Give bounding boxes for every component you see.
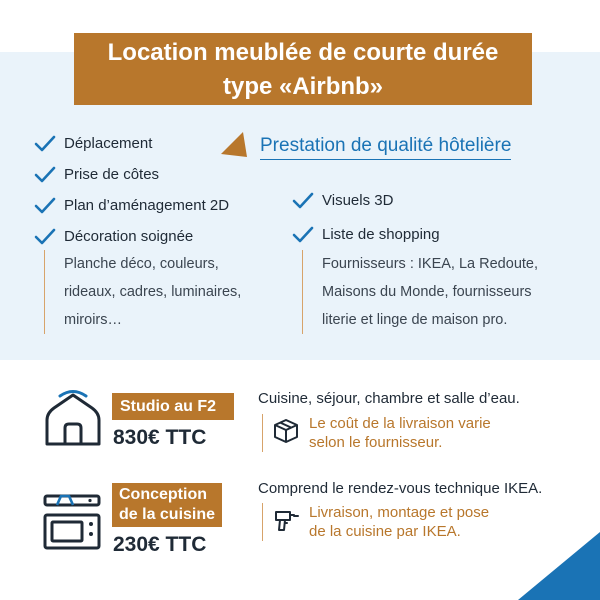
detail-line: Planche déco, couleurs, <box>64 256 219 272</box>
checkmark-icon <box>34 226 56 248</box>
checkmark-icon <box>34 195 56 217</box>
right-checklist <box>292 190 440 255</box>
offer-tag-label: de la cuisine <box>119 506 216 523</box>
list-item-label: Liste de shopping <box>322 226 440 243</box>
list-item <box>34 164 229 195</box>
checkmark-icon <box>292 224 314 246</box>
offer-description-studio: Cuisine, séjour, chambre et salle d’eau. <box>258 390 520 407</box>
offer-tag-label: Conception <box>119 486 207 503</box>
list-item <box>292 190 440 224</box>
note-line: Livraison, montage et pose <box>309 504 490 521</box>
checkmark-icon <box>34 133 56 155</box>
decoration-details <box>44 250 241 334</box>
kitchen-icon <box>42 490 104 552</box>
offer-tag-kitchen <box>112 483 222 527</box>
list-item-label: Déplacement <box>64 135 153 152</box>
list-item-label: Visuels 3D <box>322 192 394 209</box>
note-line: selon le fournisseur. <box>309 434 443 451</box>
offer-note-studio <box>262 414 491 452</box>
corner-triangle-decoration <box>518 532 600 600</box>
left-checklist <box>34 133 229 257</box>
checkmark-icon <box>34 164 56 186</box>
detail-line: literie et linge de maison pro. <box>322 312 508 328</box>
title-line-2: type «Airbnb» <box>222 73 384 100</box>
offer-tag-studio <box>112 393 234 420</box>
shopping-details <box>302 250 538 334</box>
detail-line: miroirs… <box>64 312 122 328</box>
list-item-label: Décoration soignée <box>64 228 194 245</box>
offer-tag-label: Studio au F2 <box>120 398 216 415</box>
title-line-1: Location meublée de courte durée <box>107 39 499 66</box>
note-line: Le coût de la livraison varie <box>309 415 491 432</box>
drill-icon <box>273 507 299 533</box>
offer-price-kitchen: 230€ TTC <box>113 533 207 556</box>
note-line: de la cuisine par IKEA. <box>309 523 461 540</box>
list-item-label: Prise de côtes <box>64 166 160 183</box>
detail-line: Maisons du Monde, fournisseurs <box>322 284 532 300</box>
detail-line: rideaux, cadres, luminaires, <box>64 284 242 300</box>
quality-heading: Prestation de qualité hôtelière <box>260 134 511 160</box>
list-item <box>34 133 229 164</box>
page-title <box>74 33 532 105</box>
triangle-pointer-icon <box>219 130 249 160</box>
detail-line: Fournisseurs : IKEA, La Redoute, <box>322 256 538 272</box>
box-icon <box>273 418 299 444</box>
checkmark-icon <box>292 190 314 212</box>
offer-note-kitchen <box>262 503 489 541</box>
list-item <box>34 195 229 226</box>
list-item-label: Plan d’aménagement 2D <box>64 197 230 214</box>
offer-description-kitchen: Comprend le rendez-vous technique IKEA. <box>258 480 543 497</box>
offer-price-studio: 830€ TTC <box>113 426 207 449</box>
house-icon <box>42 386 104 448</box>
